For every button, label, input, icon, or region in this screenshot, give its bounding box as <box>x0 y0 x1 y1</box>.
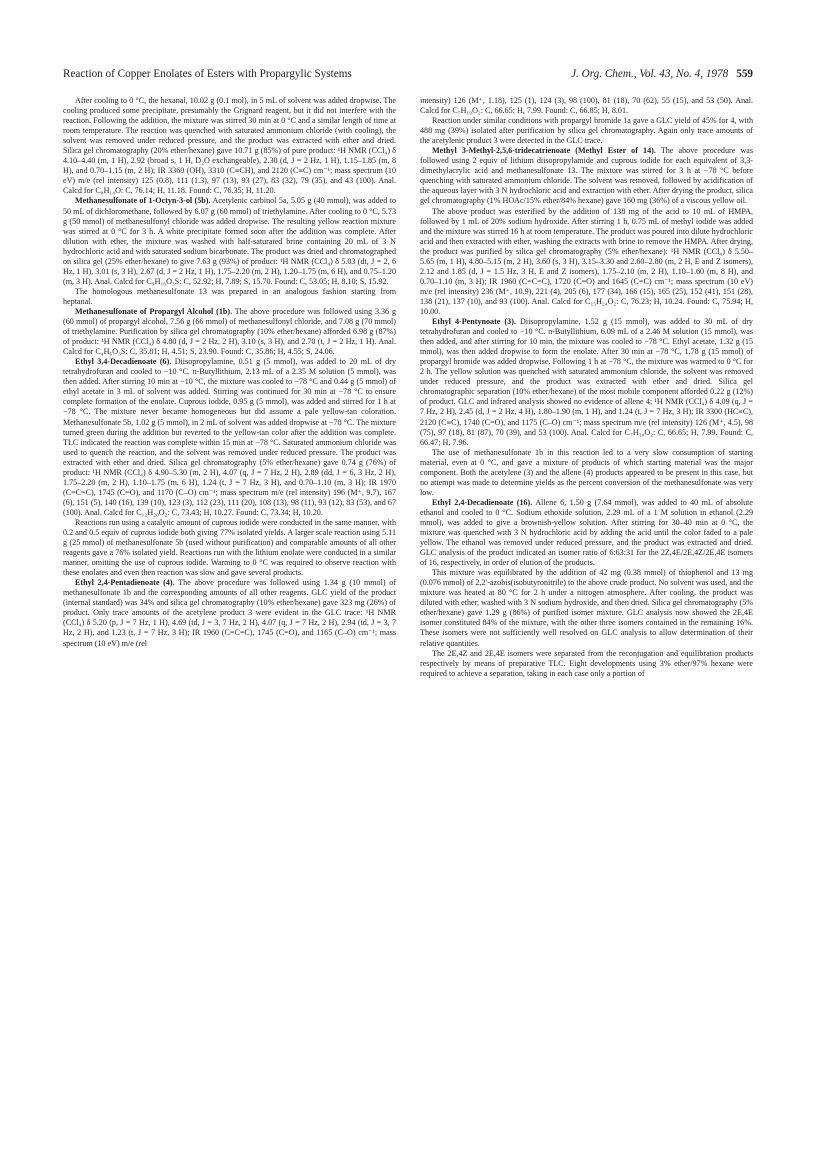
paragraph <box>63 287 396 307</box>
paragraph <box>420 146 753 206</box>
paragraph-text: The above procedure was followed using 3.36 g (60 mmol) of propargyl alcohol, 7.56 g (66 mmol) of methanesulfonyl chloride, and 7.08 g (70 mmol) of triethylamine. Purification by silica gel chromatography (10% ether/hexane) afforded 6.98 g (87%) of product: ¹H NMR (CCl₄) δ 4.80 (d, J = 2 Hz, 2 H), 3.10 (s, 3 H), and 2.70 (t, J = 2 Hz, 1 H). Anal. Calcd for C₄H₆O₃S: C, 35.81; H, 4.51; S, 23.90. Found: C, 35.86; H, 4.55; S, 24.06. <box>63 306 396 357</box>
running-title: Reaction of Copper Enolates of Esters with Propargylic Systems <box>63 68 352 80</box>
paragraph-text: Diisopropylamine, 1.52 g (15 mmol), was added to 30 mL of dry tetrahydrofuran and cooled to −10 °C. n-Butyllithium, 6.09 mL of a 2.46 M solution (15 mmol), was then added, and after stirring for 10 min, the mixture was cooled to −78 °C. Ethyl acetate, 1.32 g (15 mmol), was then added dropwise to form the enolate. After 30 min at −78 °C, 1.78 g (15 mmol) of propargyl bromide was added dropwise. Following 1 h at −78 °C, the mixture was warmed to 0 °C for 2 h. The yellow solution was quenched with saturated ammonium chloride, the solvent was removed under reduced pressure, and the product was extracted with ether and dried. Silica gel chromatographic separation (10% ether/hexane) of the most mobile component afforded 0.22 g (12%) of product. GLC and infrared analysis showed no evidence of allene 4; ¹H NMR (CCl₄) δ 4.09 (q, J = 7 Hz, 2 H), 2.45 (d, J = 2 Hz, 4 H), 1.80–1.90 (m, 1 H), and 1.24 (t, J = 7 Hz, 3 H); IR 3300 (HC≡C), 2120 (C≡C), 1740 (C=O), and 1175 (C–O) cm⁻¹; mass spectrum m/e (rel intensity) 126 (M⁺, 4.5), 98 (75), 97 (18), 81 (87), 70 (39), and 53 (100). Anal. Calcd for C₇H₁₀O₂: C, 66.65; H, 7.99. Found: C, 66.47; H, 7.96. <box>420 317 753 447</box>
paragraph <box>63 307 396 357</box>
paragraph-text: The above product was esterified by the addition of 138 mg of the acid to 10 mL of HMPA, followed by 1 mL of 20% sodium hydroxide. After stirring 1 h, 0.75 mL of methyl iodide was added and the mixture was stirred 16 h at room temperature. The product was poured into dilute hydrochloric acid and then extracted with ether, washing the extracts with brine to remove the HMPA. After drying, the product was purified by silica gel chromatography (5% ether/hexane): ¹H NMR (CCl₄) δ 5.50–5.65 (m, 1 H), 4.80–5.15 (m, 2 H), 3.60 (s, 3 H), 3.15–3.30 and 2.60–2.80 (m, 2 H, E and Z isomers), 2.12 and 1.85 (d, J = 1.5 Hz, 3 H, E and Z isomers), 1.75–2.10 (m, 2 H), 1.10–1.60 (m, 8 H), and 0.70–1.10 (m, 3 H); IR 1960 (C=C=C), 1720 (C=O) and 1645 (C=C) cm⁻¹; mass spectrum (10 eV) m/e (rel intensity) 236 (M⁺, 10.9), 221 (4), 205 (6), 177 (34), 166 (15), 165 (25), 152 (41), 151 (28), 138 (21), 137 (10), and 93 (100). Anal. Calcd for C₁₅H₂₄O₂: C, 76.23; H, 10.24. Found: C, 75.94; H, 10.00. <box>420 206 753 316</box>
section-heading: Methanesulfonate of Propargyl Alcohol (1b). <box>75 306 233 316</box>
paragraph-text: This mixture was equilibrated by the addition of 42 mg (0.38 mmol) of thiophenol and 13 mg (0.076 mmol) of 2,2′-azobis(isobutyronitrile) to the above crude product. No solvent was used, and the mixture was heated at 80 °C for 2 h under a nitrogen atmosphere. After cooling, the product was diluted with ether, washed with 3 N sodium hydroxide, and then dried. Silica gel chromatography (5% ether/hexane) gave 1.29 g (86%) of purified isomer mixture. GLC analysis now showed the 2E,4E isomer constituted 84% of the mixture, with the other three isomers contained in the remaining 16%. These isomers were not sufficiently well resolved on GLC analysis to allow determination of their relative quantities. <box>420 568 753 648</box>
paragraph <box>63 578 396 648</box>
left-column <box>63 96 396 1136</box>
section-heading: Methyl 3-Methyl-2,5,6-tridecatrienoate (Methyl Ester of 14). <box>432 146 656 156</box>
section-heading: Ethyl 2,4-Pentadienoate (4). <box>75 578 175 588</box>
page-number: 559 <box>736 68 753 80</box>
paragraph-text: intensity) 126 (M⁺, 1.18), 125 (1), 124 (3), 98 (100), 81 (18), 70 (62), 55 (15), and 53 (50). Anal. Calcd for C₇H₁₀O₂: C, 66.65; H, 7.99. Found: C, 66.85; H, 8.01. <box>420 96 753 116</box>
paragraph-text: Acetylenic carbinol 5a, 5.05 g (40 mmol), was added to 50 mL of dichloromethane, followed by 6.07 g (60 mmol) of triethylamine. After cooling to 0 °C, 5.73 g (50 mmol) of methanesulfonyl chloride was added dropwise. The resulting yellow reaction mixture was stirred at 0 °C for 3 h. A white precipitate formed soon after the addition was complete. After dilution with ether, the mixture was washed with half-saturated brine containing 20 mL of 3 N hydrochloric acid and with saturated sodium bicarbonate. The product was dried and chromatographed on silica gel (25% ether/hexane) to give 7.63 g (93%) of product: ¹H NMR (CCl₄) δ 5.03 (dt, J = 2, 6 Hz, 1 H), 3.01 (s, 3 H), 2.67 (d, J = 2 Hz, 1 H), 1.75–2.20 (m, 2 H), 1.20–1.75 (m, 6 H), and 0.75–1.20 (m, 3 H). Anal. Calcd for C₉H₁₆O₃S: C, 52.92; H, 7.89; S, 15.70. Found: C, 53.05; H, 8.10; S, 15.92. <box>63 196 396 286</box>
section-heading: Ethyl 4-Pentynoate (3). <box>432 317 516 327</box>
journal-name: J. Org. Chem., Vol. 43, No. 4, 1978 <box>571 68 729 80</box>
paragraph <box>420 207 753 318</box>
paragraph-text: Allene 6, 1.50 g (7.64 mmol), was added to 40 mL of absolute ethanol and cooled to 0 °C. Sodium ethoxide solution, 2.29 mL of a 1 M solution in ethanol (2.29 mmol), was added to give a brownish-yellow solution. After stirring for 30–40 min at 0 °C, the mixture was quenched with 3 N hydrochloric acid by adding the acid until the color faded to a pale yellow. The ethanol was removed under reduced pressure, and the product was extracted and dried. GLC analysis of the product indicated an isomer ratio of 6:63:31 for the 2Z,4E/2E,4Z/2E,4E isomers of 16, respectively, in order of elution of the products. <box>420 497 753 568</box>
section-heading: Ethyl 2,4-Decadienoate (16). <box>432 497 533 507</box>
paragraph-text: The 2E,4Z and 2E,4E isomers were separated from the reconjugation and equilibration products respectively by means of preparative TLC. Eight developments using 3% ether/97% hexane were required to achieve a separation, taking in each case only a portion of <box>420 648 753 678</box>
paragraph-text: Reaction under similar conditions with propargyl bromide 1a gave a GLC yield of 45% for 4, with 488 mg (39%) isolated after purification by silica gel chromatography. Again only trace amounts of the acetylenic product 3 were detected in the GLC trace. <box>420 116 753 146</box>
running-header <box>63 66 753 82</box>
paragraph <box>63 357 396 518</box>
section-heading: Methanesulfonate of 1-Octyn-3-ol (5b). <box>75 196 211 206</box>
paragraph <box>63 96 396 196</box>
paragraph-text: Diisopropylamine, 0.51 g (5 mmol), was added to 20 mL of dry tetrahydrofuran and cooled to −10 °C. n-Butyllithium, 2.13 mL of a 2.35 M solution (5 mmol), was then added. After stirring 10 min at −10 °C, the mixture was cooled to −78 °C and 0.44 g (5 mmol) of ethyl acetate in 3 mL of solvent was added. Stirring was continued for 30 min at −78 °C to ensure complete formation of the enolate. Cuprous iodide, 0.95 g (5 mmol), was added and stirred for 1 h at −78 °C. The mixture never became homogeneous but did assume a pale yellow-tan coloration. Methanesulfonate 5b, 1.02 g (5 mmol), in 2 mL of solvent was added dropwise at −78 °C. The mixture turned green during the addition but reverted to the yellow-tan color after the addition was complete. TLC indicated the reaction was complete within 15 min at −78 °C. Saturated ammonium chloride was used to quench the reaction, and the solvent was removed under reduced pressure. The product was extracted with ether and dried. Silica gel chromatography (5% ether/hexane) gave 0.74 g (76%) of product: ¹H NMR (CCl₄) δ 4.90–5.30 (m, 2 H), 4.07 (q, J = 7 Hz, 2 H), 2.89 (dd, J = 6, 3 Hz, 2 H), 1.75–2.20 (m, 2 H), 1.10–1.75 (m, 6 H), 1.24 (t, J = 7 Hz, 3 H), and 0.70–1.10 (m, 3 H); IR 1970 (C=C=C), 1745 (C=O), and 1170 (C–O) cm⁻¹; mass spectrum m/e (rel intensity) 196 (M⁺, 9.7), 167 (6), 151 (5), 140 (16), 139 (10), 123 (3), 112 (23), 111 (20), 108 (13), 98 (11), 93 (12), 83 (53), and 67 (100). Anal. Calcd for C₁₂H₂₀O₂: C, 73.43; H, 10.27. Found: C, 73.34; H, 10.20. <box>63 357 396 517</box>
paragraph <box>420 96 753 116</box>
paragraph <box>63 196 396 286</box>
paragraph-text: The use of methanesulfonate 1b in this reaction led to a very slow consumption of starting material, even at 0 °C, and gave a mixture of products of which starting material was the major component. Both the acetylene (3) and the allene (4) products appeared to be present in this case, but no attempt was made to determine yields as the percent conversion of the methanesulfonate was very low. <box>420 447 753 497</box>
right-column <box>420 96 753 1136</box>
paragraph <box>420 448 753 498</box>
journal-citation <box>571 66 753 82</box>
paragraph-text: The above procedure was followed using 1.34 g (10 mmol) of methanesulfonate 1b and the corresponding amounts of all other reagents. GLC yield of the product (internal standard) was 34% and silica gel chromatography (10% ether/hexane) gave 323 mg (26%) of product. Only trace amounts of the acetylene product 3 were evident in the GLC trace: ¹H NMR (CCl₄) δ 5.20 (p, J = 7 Hz, 1 H), 4.69 (td, J = 3, 7 Hz, 2 H), 4.07 (q, J = 7 Hz, 2 H), 2.94 (td, J = 3, 7 Hz, 2 H), and 1.23 (t, J = 7 Hz, 3 H); IR 1960 (C=C=C), 1745 (C=O), and 1165 (C–O) cm⁻¹; mass spectrum (10 eV) m/e (rel <box>63 578 396 648</box>
paragraph <box>420 649 753 679</box>
paragraph <box>420 568 753 648</box>
paragraph-text: The homologous methanesulfonate 13 was prepared in an analogous fashion starting from heptanal. <box>63 286 396 306</box>
paragraph <box>420 498 753 568</box>
paragraph-text: The above procedure was followed using 2 equiv of lithium diisopropylamide and cuprous iodide for each equivalent of 3,3-dimethylacrylic acid and methanesulfonate 13. The mixture was stirred for 3 h at −78 °C before quenching with saturated ammonium chloride. The solvent was removed, followed by acidification of the aqueous layer with 3 N hydrochloric acid and extraction with ether. After drying the product, silica gel chromatography (1% HOAc/15% ether/84% hexane) gave 160 mg (36%) of a viscous yellow oil. <box>420 146 753 206</box>
paragraph <box>420 317 753 448</box>
paragraph-text: After cooling to 0 °C, the hexanal, 10.02 g (0.1 mol), in 5 mL of solvent was added dropwise. The cooling produced some precipitate, presumably the Grignard reagent, but it did not interfere with the reaction. Following the addition, the mixture was stirred 30 min at 0 °C and a similar length of time at room temperature. The reaction was quenched with saturated ammonium chloride (with cooling), the solvent was removed under reduced pressure, and the product was extracted with ether and dried. Silica gel chromatography (20% ether/hexane) gave 10.71 g (85%) of pure product: ¹H NMR (CCl₄) δ 4.10–4.40 (m, 1 H), 2.92 (broad s, 1 H, D₂O exchangeable), 2.30 (d, J = 2 Hz, 1 H), 1.15–1.85 (m, 8 H), and 0.70–1.15 (m, 2 H); IR 3360 (OH), 3310 (C≡CH), and 2120 (C≡C) cm⁻¹; mass spectrum (10 eV) m/e (rel intensity) 125 (0.8), 111 (1.3), 97 (13), 93 (27), 83 (32), 79 (35), and 43 (100). Anal. Calcd for C₈H₁₄O: C, 76.14; H, 11.18. Found: C, 76.35; H, 11.20. <box>63 96 396 196</box>
paragraph <box>420 116 753 146</box>
section-heading: Ethyl 3,4-Decadienoate (6). <box>75 357 172 367</box>
paragraph-text: Reactions run using a catalytic amount of cuprous iodide were conducted in the same manner, with 0.2 and 0.5 equiv of cuprous iodide both giving 77% isolated yields. A larger scale reaction using 5.11 g (25 mmol) of methanesulfonate 5b (used without purification) and comparable amounts of all other reagents gave a 76% isolated yield. Reactions run with the lithium enolate were conducted in a similar manner, omitting the use of cuprous iodide. Warming to 0 °C was required to observe reaction with these enolates and even then reaction was slow and gave several products. <box>63 517 396 578</box>
paragraph <box>63 518 396 578</box>
